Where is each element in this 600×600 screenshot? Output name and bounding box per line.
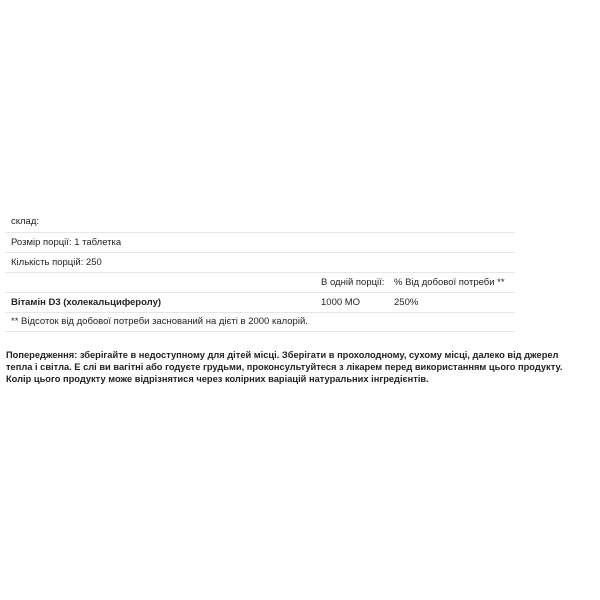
footnote-text: ** Відсоток від добової потреби заснований на дієті в 2000 калорій. bbox=[11, 316, 308, 327]
warning-line-2: тепла і світла. Е слі ви вагітні або годуєте грудьми, проконсультуйтеся з лікарем перед використанням цього продукту. bbox=[6, 362, 563, 372]
daily-value-header: % Від добової потреби ** bbox=[394, 276, 505, 288]
table-header-row bbox=[5, 272, 515, 292]
nutrient-row bbox=[5, 292, 515, 312]
nutrient-daily-value: 250% bbox=[394, 296, 419, 308]
servings-count-text: Кількість порцій: 250 bbox=[11, 256, 102, 268]
warning-line-1: Попередження: зберігайте в недоступному для дітей місці. Зберігати в прохолодному, сухому місці, далеко від джерел bbox=[6, 350, 559, 360]
per-serving-header: В одній порції: bbox=[321, 276, 385, 288]
servings-count-row bbox=[5, 252, 515, 272]
composition-label: склад: bbox=[11, 216, 40, 227]
serving-size-row bbox=[5, 232, 515, 252]
footnote-row bbox=[5, 312, 515, 332]
nutrient-name: Вітамін D3 (холекальциферолу) bbox=[11, 296, 162, 308]
warning-block bbox=[6, 349, 594, 385]
nutrient-amount: 1000 МО bbox=[321, 296, 361, 308]
warning-line-3: Колір цього продукту може відрізнятися через колірних варіацій натуральних інгредієнтів. bbox=[6, 374, 429, 384]
composition-row bbox=[5, 212, 515, 232]
serving-size-text: Розмір порції: 1 таблетка bbox=[11, 236, 122, 248]
supplement-facts-table bbox=[5, 212, 515, 332]
